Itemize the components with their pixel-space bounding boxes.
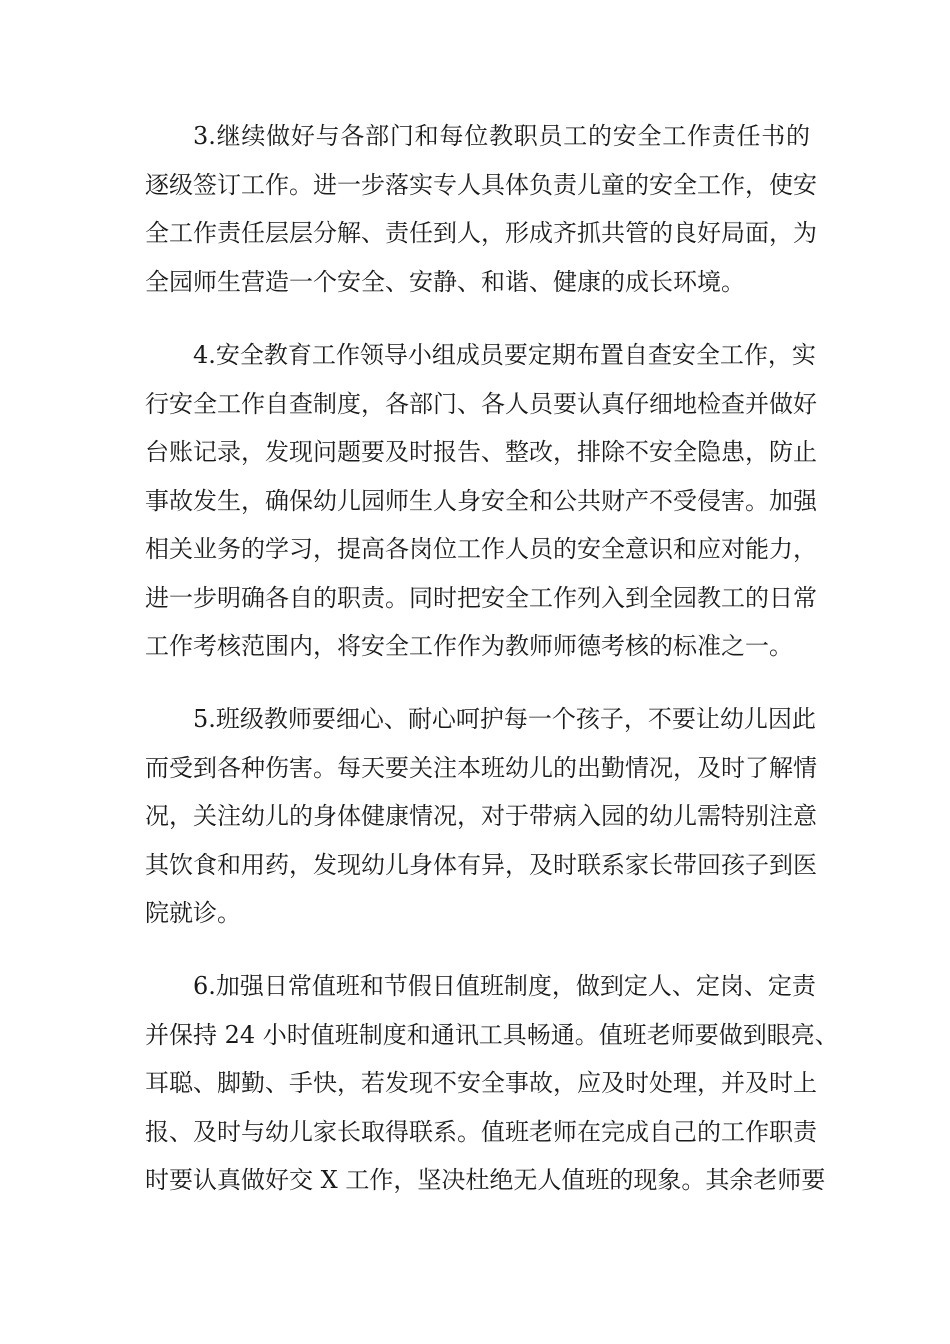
text-line: 其饮食和用药，发现幼儿身体有异，及时联系家长带回孩子到医 — [145, 850, 817, 879]
text-line: 而受到各种伤害。每天要关注本班幼儿的出勤情况，及时了解情 — [145, 753, 817, 782]
text-line: 5.班级教师要细心、耐心呵护每一个孩子，不要让幼儿因此 — [193, 705, 816, 733]
paragraph-4 — [145, 331, 817, 671]
text-line: 工作考核范围内，将安全工作作为教师师德考核的标准之一。 — [145, 632, 793, 660]
text-line: 逐级签订工作。进一步落实专人具体负责儿童的安全工作，使安 — [145, 170, 817, 199]
text-line: 院就诊。 — [145, 899, 241, 927]
text-line: 4.安全教育工作领导小组成员要定期布置自查安全工作，实 — [193, 341, 816, 369]
text-line: 进一步明确各自的职责。同时把安全工作列入到全园教工的日常 — [145, 583, 817, 612]
text-line: 况，关注幼儿的身体健康情况，对于带病入园的幼儿需特别注意 — [145, 802, 817, 830]
text-line: 3.继续做好与各部门和每位教职员工的安全工作责任书的 — [193, 122, 810, 150]
paragraph-6 — [145, 962, 839, 1205]
text-line: 时要认真做好交 X 工作，坚决杜绝无人值班的现象。其余老师要 — [145, 1166, 826, 1194]
text-line: 相关业务的学习，提高各岗位工作人员的安全意识和应对能力， — [145, 535, 817, 563]
text-line: 6.加强日常值班和节假日值班制度，做到定人、定岗、定责 — [193, 972, 816, 1000]
text-line: 全工作责任层层分解、责任到人，形成齐抓共管的良好局面，为 — [145, 219, 817, 247]
text-line: 报、及时与幼儿家长取得联系。值班老师在完成自己的工作职责 — [145, 1117, 817, 1146]
text-line: 全园师生营造一个安全、安静、和谐、健康的成长环境。 — [145, 267, 745, 296]
text-line: 耳聪、脚勤、手快，若发现不安全事故，应及时处理，并及时上 — [145, 1069, 817, 1097]
text-line: 并保持 24 小时值班制度和通讯工具畅通。值班老师要做到眼亮、 — [145, 1020, 839, 1049]
text-line: 事故发生，确保幼儿园师生人身安全和公共财产不受侵害。加强 — [145, 486, 817, 515]
text-line: 行安全工作自查制度，各部门、各人员要认真仔细地检查并做好 — [145, 389, 817, 418]
text-line: 台账记录，发现问题要及时报告、整改，排除不安全隐患，防止 — [145, 438, 817, 466]
paragraph-3 — [145, 112, 817, 306]
paragraph-5 — [145, 695, 817, 938]
